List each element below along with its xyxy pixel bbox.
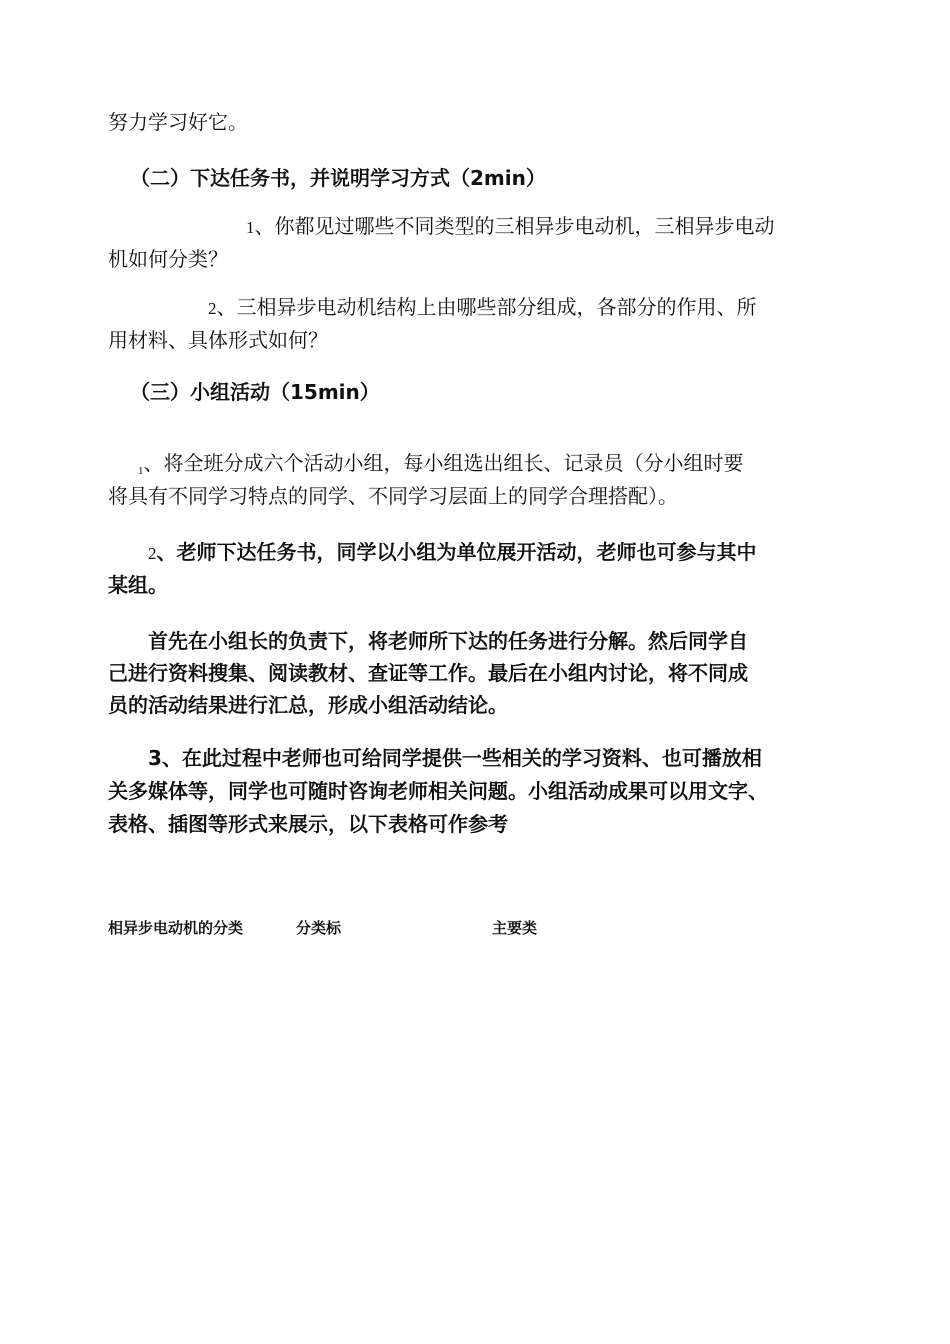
- table-header-col-1: 相异步电动机的分类: [108, 919, 244, 937]
- task-1-number: 1: [246, 218, 255, 237]
- table-header-col-3: 主要类: [492, 919, 538, 937]
- classification-table-header: [108, 914, 628, 938]
- task-2-line-1: [208, 291, 850, 325]
- paragraph-first-line-3: 员的活动结果进行汇总，形成小组活动结论。: [108, 693, 508, 717]
- step-1-number: 1: [138, 465, 144, 477]
- step-2-line-1: [148, 536, 850, 570]
- step-1-text: 、将全班分成六个活动小组，每小组选出组长、记录员（分小组时要: [143, 451, 744, 475]
- task-1-line-1: [246, 210, 850, 244]
- task-1-text: 、你都见过哪些不同类型的三相异步电动机，三相异步电动: [254, 214, 775, 238]
- section-heading-2: （二）下达任务书，并说明学习方式（2min）: [130, 166, 546, 190]
- paragraph-first-line-1: 首先在小组长的负责下，将老师所下达的任务进行分解。然后同学自: [148, 629, 748, 653]
- step-3-line-2: 关多媒体等，同学也可随时咨询老师相关问题。小组活动成果可以用文字、: [108, 779, 768, 803]
- task-2-text: 、三相异步电动机结构上由哪些部分组成，各部分的作用、所: [216, 295, 757, 319]
- table-header-col-2: 分类标: [296, 919, 342, 937]
- task-2-line-2: 用材料、具体形式如何？: [108, 328, 328, 352]
- paragraph-first-line-2: 己进行资料搜集、阅读教材、查证等工作。最后在小组内讨论，将不同成: [108, 661, 748, 685]
- task-1-line-2: 机如何分类？: [108, 247, 228, 271]
- intro-tail: 努力学习好它。: [108, 110, 248, 134]
- step-2-number: 2: [148, 544, 157, 563]
- step-1-line-2: 将具有不同学习特点的同学、不同学习层面上的同学合理搭配）。: [108, 484, 678, 508]
- step-3-line-1: 3、在此过程中老师也可给同学提供一些相关的学习资料、也可播放相: [148, 746, 762, 770]
- section-heading-3: （三）小组活动（15min）: [130, 380, 380, 404]
- task-2-number: 2: [208, 299, 217, 318]
- step-3-line-3: 表格、插图等形式来展示，以下表格可作参考: [108, 812, 508, 836]
- step-2-text: 、老师下达任务书，同学以小组为单位展开活动，老师也可参与其中: [156, 540, 757, 564]
- step-2-line-2: 某组。: [108, 573, 168, 597]
